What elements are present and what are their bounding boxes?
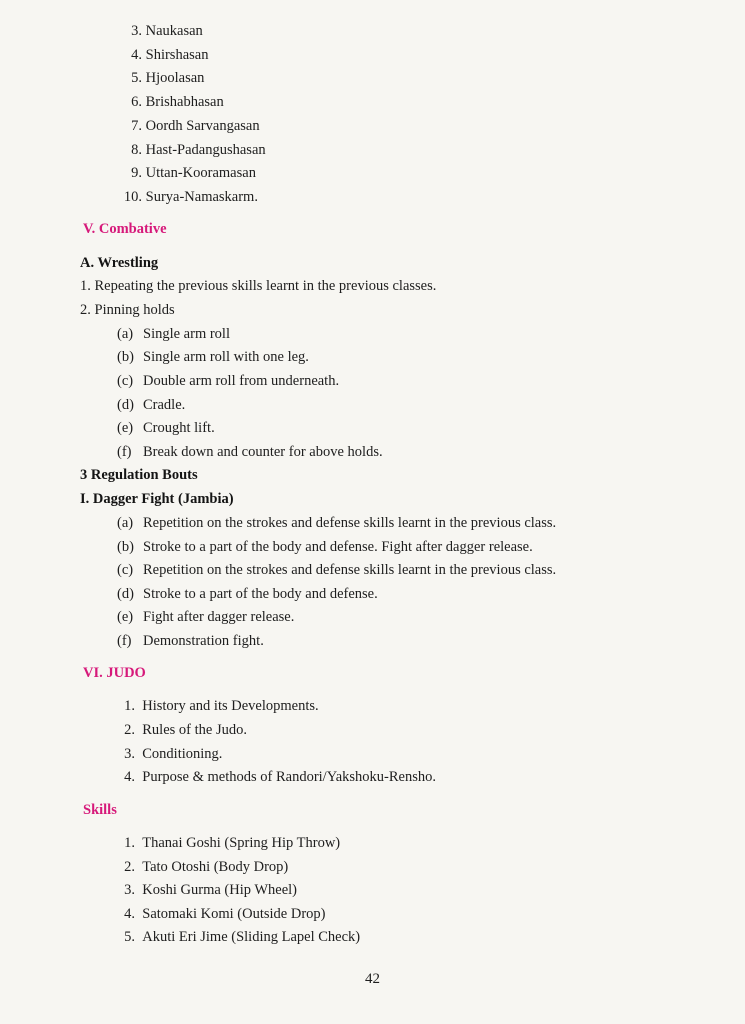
list-item: 10. Surya-Namaskarm. xyxy=(123,189,258,205)
list-item: (f) Break down and counter for above holds. xyxy=(117,444,383,460)
list-item: 5. Hjoolasan xyxy=(131,70,205,86)
page-number: 42 xyxy=(365,971,380,987)
list-item: 8. Hast-Padangushasan xyxy=(131,142,266,158)
section-heading-judo: VI. JUDO xyxy=(83,665,146,681)
list-item: (d) Stroke to a part of the body and defense. xyxy=(117,586,378,602)
list-item: 4. Purpose & methods of Randori/Yakshoku-Rensho. xyxy=(124,769,437,785)
list-item: (b) Stroke to a part of the body and defense. Fight after dagger release. xyxy=(117,539,533,555)
list-item: 6. Brishabhasan xyxy=(131,94,224,110)
list-item: 7. Oordh Sarvangasan xyxy=(131,118,260,134)
list-item: (a) Single arm roll xyxy=(117,326,230,342)
list-item: (c) Repetition on the strokes and defense skills learnt in the previous class. xyxy=(117,562,557,578)
subsection-heading-wrestling: A. Wrestling xyxy=(80,255,159,271)
list-item: 9. Uttan-Kooramasan xyxy=(131,165,256,181)
list-item: (d) Cradle. xyxy=(117,397,186,413)
section-heading-skills: Skills xyxy=(83,802,117,818)
subsection-heading-dagger-fight: I. Dagger Fight (Jambia) xyxy=(80,491,234,507)
list-item: (b) Single arm roll with one leg. xyxy=(117,349,309,365)
list-item: 1. Thanai Goshi (Spring Hip Throw) xyxy=(124,835,341,851)
list-item: 1. History and its Developments. xyxy=(124,698,319,714)
list-item: 3. Koshi Gurma (Hip Wheel) xyxy=(124,882,298,898)
list-item: (e) Crought lift. xyxy=(117,420,215,436)
list-item: (f) Demonstration fight. xyxy=(117,633,264,649)
list-item: 1. Repeating the previous skills learnt in the previous classes. xyxy=(80,278,437,294)
list-item: 4. Satomaki Komi (Outside Drop) xyxy=(124,906,326,922)
list-item: 5. Akuti Eri Jime (Sliding Lapel Check) xyxy=(124,929,361,945)
list-item: 3. Conditioning. xyxy=(124,746,223,762)
list-item: 2. Pinning holds xyxy=(80,302,175,318)
list-item: (a) Repetition on the strokes and defense skills learnt in the previous class. xyxy=(117,515,557,531)
list-item: (e) Fight after dagger release. xyxy=(117,609,295,625)
list-item: 2. Tato Otoshi (Body Drop) xyxy=(124,859,289,875)
list-item: 3. Naukasan xyxy=(131,23,203,39)
list-item: 4. Shirshasan xyxy=(131,47,209,63)
list-item: (c) Double arm roll from underneath. xyxy=(117,373,340,389)
list-item: 2. Rules of the Judo. xyxy=(124,722,247,738)
regulation-bouts-heading: 3 Regulation Bouts xyxy=(80,467,198,483)
section-heading-combative: V. Combative xyxy=(83,221,167,237)
